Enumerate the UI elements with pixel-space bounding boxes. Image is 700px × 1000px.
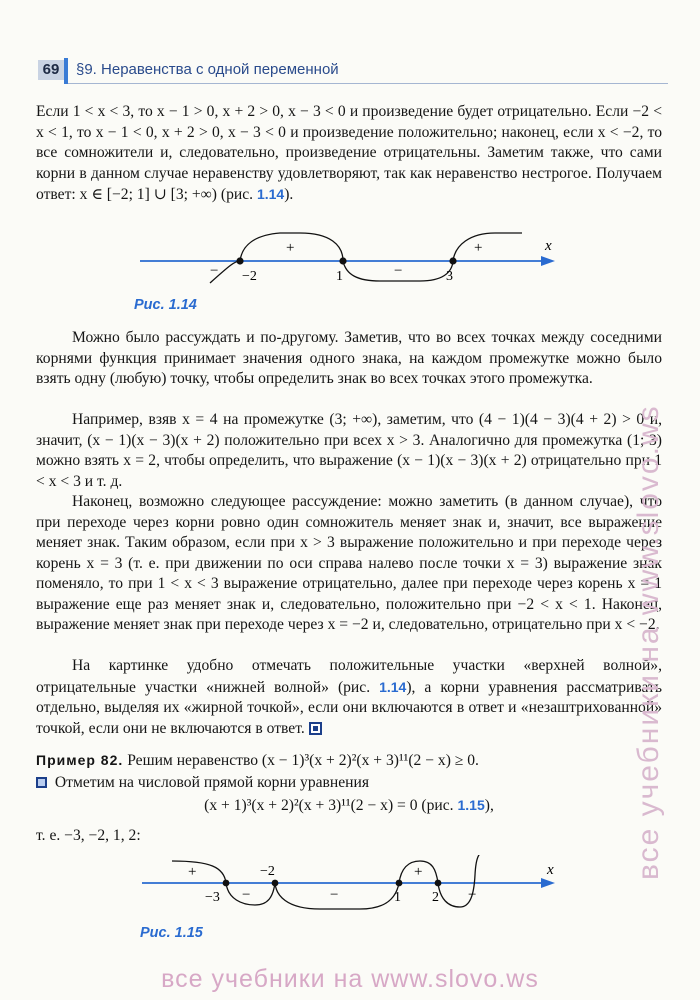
root-label: 1 [336, 269, 343, 284]
figure-1-15 [130, 855, 570, 915]
root-point [236, 257, 243, 264]
page-header [38, 58, 678, 84]
paragraph-2: Можно было рассуждать и по-другому. Заметив, что во всех точках между соседними корнями функция принимает значения одного знака, на каждом промежутке можно было взять одну (любую) точку, чтобы определить знак во всех точках этого промежутка. [36, 329, 662, 387]
sign-label: + [188, 864, 197, 880]
paragraph-1-end: ). [284, 186, 294, 203]
root-label: 1 [394, 890, 401, 905]
sign-label: − [468, 887, 477, 903]
sign-label: − [210, 263, 219, 279]
example-text: Решим неравенство (x − 1)³(x + 2)²(x + 3)¹¹(2 − x) ≥ 0. [127, 752, 479, 769]
sign-label: − [242, 887, 251, 903]
bottom-watermark: все учебники на www.slovo.ws [161, 965, 539, 993]
figure-1-14 [130, 225, 570, 287]
equation-end: ), [484, 797, 494, 814]
figure-caption-1-14: Рис. 1.14 [134, 297, 197, 313]
paragraph-1 [36, 102, 662, 206]
root-label: 2 [432, 890, 439, 905]
paragraph-3: Например, взяв x = 4 на промежутке (3; +∞), заметим, что (4 − 1)(4 − 3)(4 + 2) > 0 и, значит, (x − 1)(x − 3)(x + 2) положительно при всех x > 3. Аналогично для промежутка (1; 3) можно взять x = 2, чтобы определить, что выражение (x − 1)(x − 3)(x + 2) отрицательно при 1 < x < 3 и т. д. [36, 411, 662, 490]
solution-step-1 [36, 773, 662, 794]
sign-label: − [330, 887, 339, 903]
example-label: Пример 82. [36, 752, 124, 768]
roots-line: т. е. −3, −2, 1, 2: [36, 827, 141, 844]
paragraph-5 [36, 656, 662, 739]
axis-arrow-icon [541, 256, 555, 266]
figure-ref-1-14b[interactable]: 1.14 [379, 678, 407, 695]
sign-label: + [414, 864, 423, 880]
root-point [435, 880, 442, 887]
root-point [339, 257, 346, 264]
root-point [449, 257, 456, 264]
example-82 [36, 750, 662, 772]
page-number: 69 [38, 60, 64, 80]
figure-ref-1-15[interactable]: 1.15 [457, 797, 485, 813]
root-label: −3 [205, 890, 220, 905]
paragraph-5-text: На картинке удобно отмечать положительные участки «верхней волной», отрицательные участки «нижней волной» (рис. [36, 657, 662, 696]
side-watermark: все учебники на www.slovo.ws [632, 404, 665, 880]
paragraph-4: Наконец, возможно следующее рассуждение: можно заметить (в данном случае), что при переходе через корни ровно один сомножитель меняет знак и, значит, все выражение меняет знак. Таким образом, если при x > 3 выражение положительно и при переходе через корень x = 3 (т. е. при движении по оси справа налево после точки x = 3) выражение знак поменяло, то при 1 < x < 3 выражение отрицательно, далее при переходе через корень x = 1 выражение еще раз меняет знак и, следовательно, положительно при −2 < x < 1. Наконец, выражение меняет знак при переходе через x = −2 и, следовательно, отрицательно при x < −2. [36, 493, 662, 633]
axis-arrow-icon [541, 878, 555, 888]
figure-ref-1-14[interactable]: 1.14 [256, 186, 285, 202]
sign-label: + [286, 240, 295, 256]
paragraph-5-end: ), а корни уравнения рассматривать отдельно, выделяя их «жирной точкой», если они включаются в ответ и «незаштрихованной» точкой, если они не включаются в ответ. [36, 678, 662, 737]
sign-label: + [474, 240, 483, 256]
solution-start-icon [36, 777, 47, 788]
header-accent-bar [64, 58, 68, 84]
figure-caption-1-15: Рис. 1.15 [140, 925, 203, 941]
root-label: −2 [242, 269, 257, 284]
root-point [223, 880, 230, 887]
root-point [272, 880, 279, 887]
paragraph-1-text: Если 1 < x < 3, то x − 1 > 0, x + 2 > 0, x − 3 < 0 и произведение будет отрицательно. Если −2 < x < 1, то x − 1 < 0, x + 2 > 0, x − 3 < 0 и произведение положительно; наконец, если x < −2, то все сомножители и, следовательно, произведение отрицательны. Заметим также, что сами корни в данном случае неравенству удовлетворяют, так как неравенство нестрогое. Получаем ответ: x ∈ [−2; 1] ∪ [3; +∞) (рис. [36, 103, 662, 203]
section-title: §9. Неравенства с одной переменной [76, 61, 339, 78]
axis-label: x [545, 238, 552, 254]
root-label: 3 [446, 269, 453, 284]
header-divider [68, 83, 668, 84]
root-label: −2 [260, 864, 275, 879]
equation: (x + 1)³(x + 2)²(x + 3)¹¹(2 − x) = 0 (рис. [204, 797, 454, 814]
axis-label: x [547, 862, 554, 878]
root-point [396, 880, 403, 887]
sign-label: − [394, 263, 403, 279]
equation-line [36, 797, 662, 815]
step-1-text: Отметим на числовой прямой корни уравнения [54, 774, 370, 791]
end-of-solution-icon [309, 722, 322, 735]
